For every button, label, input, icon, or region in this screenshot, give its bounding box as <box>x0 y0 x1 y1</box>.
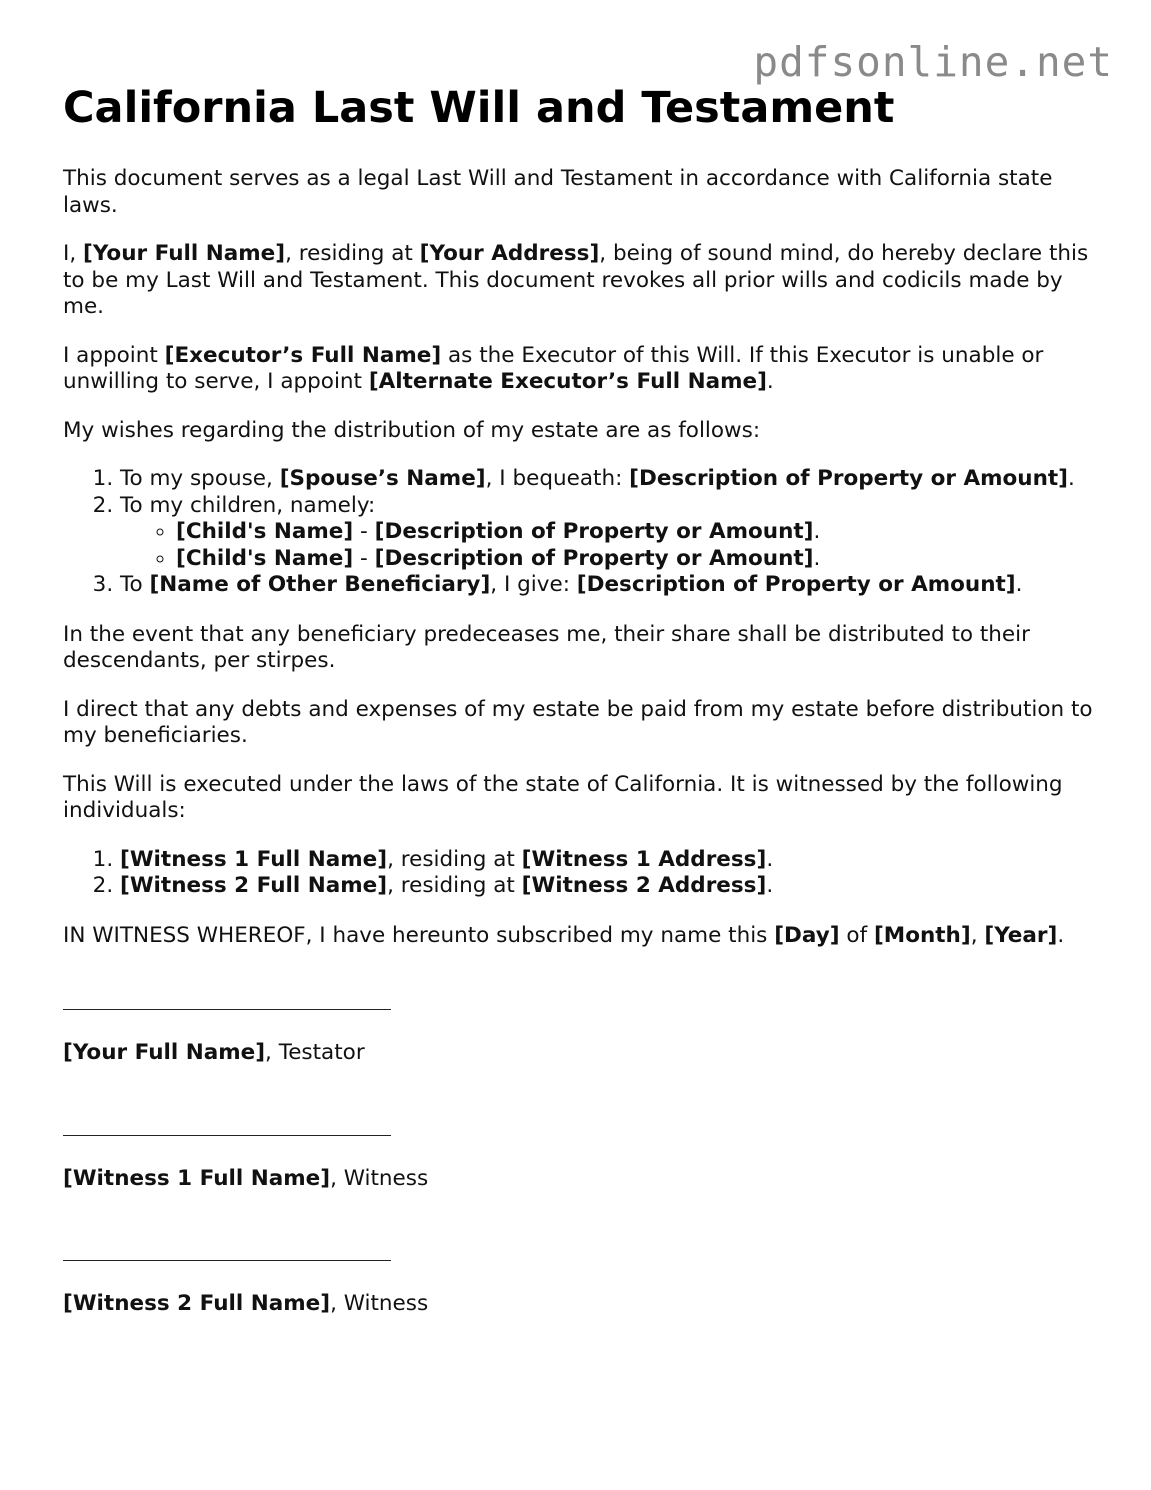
signature-label-witness-1: [Witness 1 Full Name], Witness <box>63 1165 429 1191</box>
signature-label-testator: [Your Full Name], Testator <box>63 1040 365 1065</box>
debts-paragraph: I direct that any debts and expenses of my estate be paid from my estate before distribution to my beneficiaries. <box>63 696 1093 748</box>
other-beneficiary-placeholder: [Name of Other Beneficiary] <box>149 572 491 597</box>
list-item-children: 2. To my children, namely: ◦ [Child's Name] - [Description of Property or Amount]. ◦ [Child's Name] - [Description of Property or Amount]. <box>120 493 1093 573</box>
executor-paragraph: I appoint [Executor’s Full Name] as the Executor of this Will. If this Executor is unable or unwilling to serve, I appoint [Alternate Executor’s Full Name]. <box>63 342 1044 394</box>
signature-label-witness-2: [Witness 2 Full Name], Witness <box>63 1291 429 1316</box>
list-item-witness: 2. [Witness 2 Full Name], residing at [Witness 2 Address]. <box>120 873 1093 900</box>
list-item-other-beneficiary: 3. To [Name of Other Beneficiary], I give: [Description of Property or Amount]. <box>120 572 1093 599</box>
testator-name-placeholder: [Your Full Name] <box>83 241 286 266</box>
spouse-name-placeholder: [Spouse’s Name] <box>279 466 486 491</box>
signature-line-witness-2[interactable] <box>63 1236 391 1261</box>
children-list <box>120 519 1093 572</box>
executor-name-placeholder: [Executor’s Full Name] <box>164 342 442 368</box>
other-property-placeholder: [Description of Property or Amount] <box>576 572 1016 597</box>
list-item-child: ◦ [Child's Name] - [Description of Property or Amount]. <box>176 519 1093 546</box>
whereof-paragraph: IN WITNESS WHEREOF, I have hereunto subscribed my name this [Day] of [Month], [Year]. <box>63 922 1065 948</box>
month-placeholder: [Month] <box>873 922 971 948</box>
spouse-property-placeholder: [Description of Property or Amount] <box>629 466 1069 491</box>
signature-line-witness-1[interactable] <box>63 1111 391 1136</box>
signature-line-testator[interactable] <box>63 985 391 1010</box>
list-item-child: ◦ [Child's Name] - [Description of Property or Amount]. <box>176 546 1093 573</box>
watermark: pdfsonline.net <box>753 38 1113 86</box>
alternate-executor-placeholder: [Alternate Executor’s Full Name] <box>368 369 767 394</box>
distribution-list <box>63 466 1093 599</box>
intro-paragraph: This document serves as a legal Last Will and Testament in accordance with California state laws. <box>63 166 1053 218</box>
witness-intro: This Will is executed under the laws of the state of California. It is witnessed by the following individuals: <box>63 771 1063 823</box>
page-title: California Last Will and Testament <box>63 83 895 133</box>
predecease-paragraph: In the event that any beneficiary predeceases me, their share shall be distributed to their descendants, per stirpes. <box>63 621 1030 673</box>
year-placeholder: [Year] <box>984 922 1058 948</box>
day-placeholder: [Day] <box>774 922 840 948</box>
list-item-witness: 1. [Witness 1 Full Name], residing at [Witness 1 Address]. <box>120 847 1093 874</box>
wishes-intro: My wishes regarding the distribution of my estate are as follows: <box>63 417 761 443</box>
signature-block <box>63 985 1093 1318</box>
list-item-spouse: 1. To my spouse, [Spouse’s Name], I bequeath: [Description of Property or Amount]. <box>120 466 1093 493</box>
witness-list <box>63 847 1093 900</box>
declaration-paragraph: I, [Your Full Name], residing at [Your Address], being of sound mind, do hereby declare this to be my Last Will and Testament. This document revokes all prior wills and codicils made by me. <box>63 241 1089 319</box>
testator-address-placeholder: [Your Address] <box>419 241 600 266</box>
document-page <box>63 80 1093 1362</box>
